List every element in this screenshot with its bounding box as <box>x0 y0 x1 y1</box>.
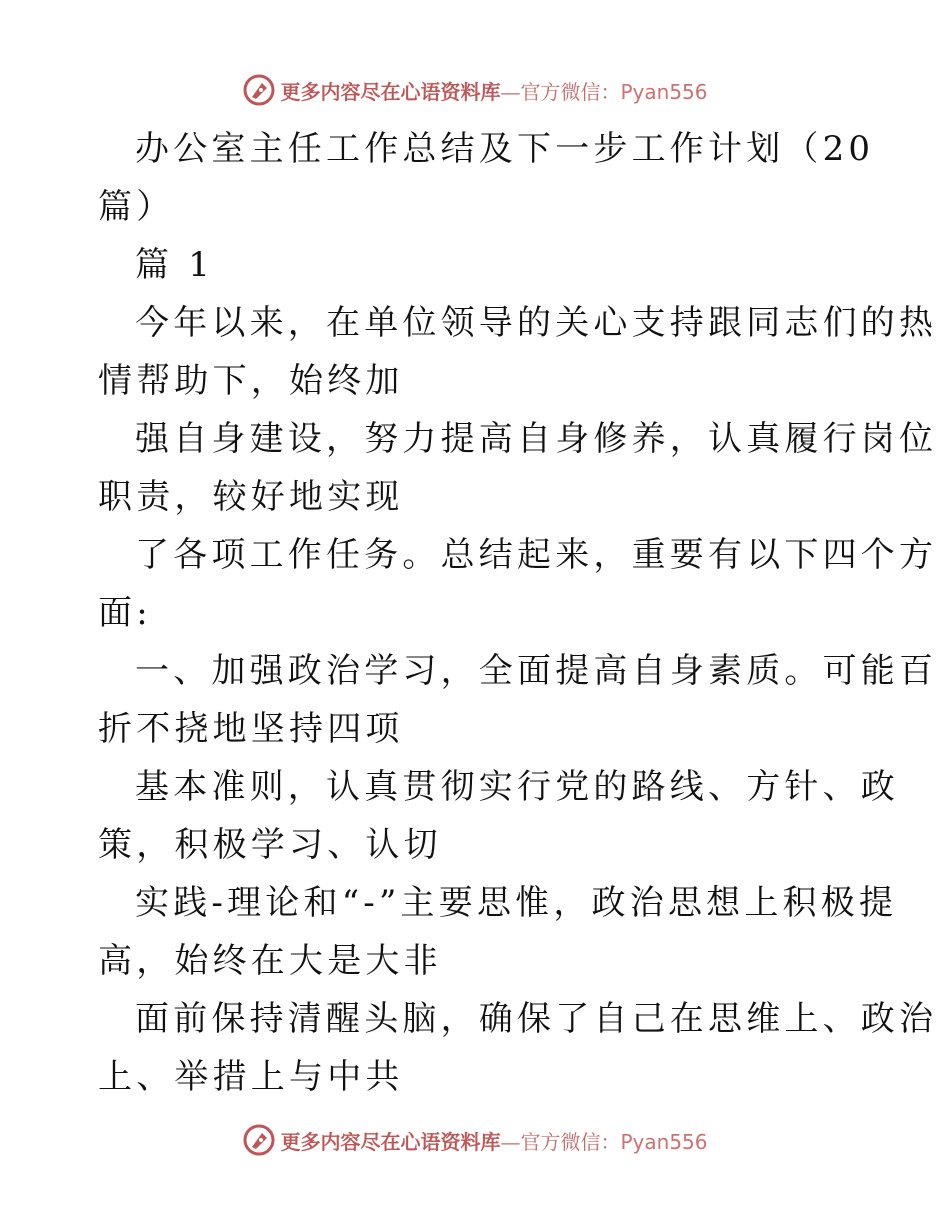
paragraph-line: 实践-理论和“-”主要思惟，政治思想上积极提 <box>135 883 898 923</box>
document-title-line-2: 篇） <box>98 187 175 227</box>
pen-nib-circle-icon <box>242 73 276 107</box>
paragraph-line: 一、加强政治学习，全面提高自身素质。可能百 <box>135 651 938 691</box>
watermark-footer <box>0 1120 950 1160</box>
paragraph-line: 职责，较好地实现 <box>98 477 404 517</box>
paragraph-line: 面: <box>98 593 152 633</box>
watermark-text: 更多内容尽在心语资料库—官方微信：Pyan556 <box>280 1129 708 1154</box>
pen-nib-circle-icon <box>242 1123 276 1157</box>
document-body <box>98 120 938 1106</box>
watermark-header <box>0 70 950 110</box>
watermark-text: 更多内容尽在心语资料库—官方微信：Pyan556 <box>280 79 708 104</box>
paragraph-line: 了各项工作任务。总结起来，重要有以下四个方 <box>135 535 938 575</box>
document-title-line-1: 办公室主任工作总结及下一步工作计划（20 <box>135 129 875 169</box>
paragraph-line: 折不挠地坚持四项 <box>98 709 404 749</box>
paragraph-line: 基本准则，认真贯彻实行党的路线、方针、政 <box>135 767 899 807</box>
paragraph-line: 强自身建设，努力提高自身修养，认真履行岗位 <box>135 419 938 459</box>
paragraph-line: 今年以来，在单位领导的关心支持跟同志们的热 <box>135 303 938 343</box>
paragraph-line: 上、举措上与中共 <box>98 1057 404 1097</box>
paragraph-line: 高，始终在大是大非 <box>98 941 442 981</box>
paragraph-line: 情帮助下，始终加 <box>98 361 404 401</box>
paragraph-line: 面前保持清醒头脑，确保了自己在思维上、政治 <box>135 999 938 1039</box>
paragraph-line: 策，积极学习、认切 <box>98 825 442 865</box>
section-heading: 篇 1 <box>135 245 215 285</box>
